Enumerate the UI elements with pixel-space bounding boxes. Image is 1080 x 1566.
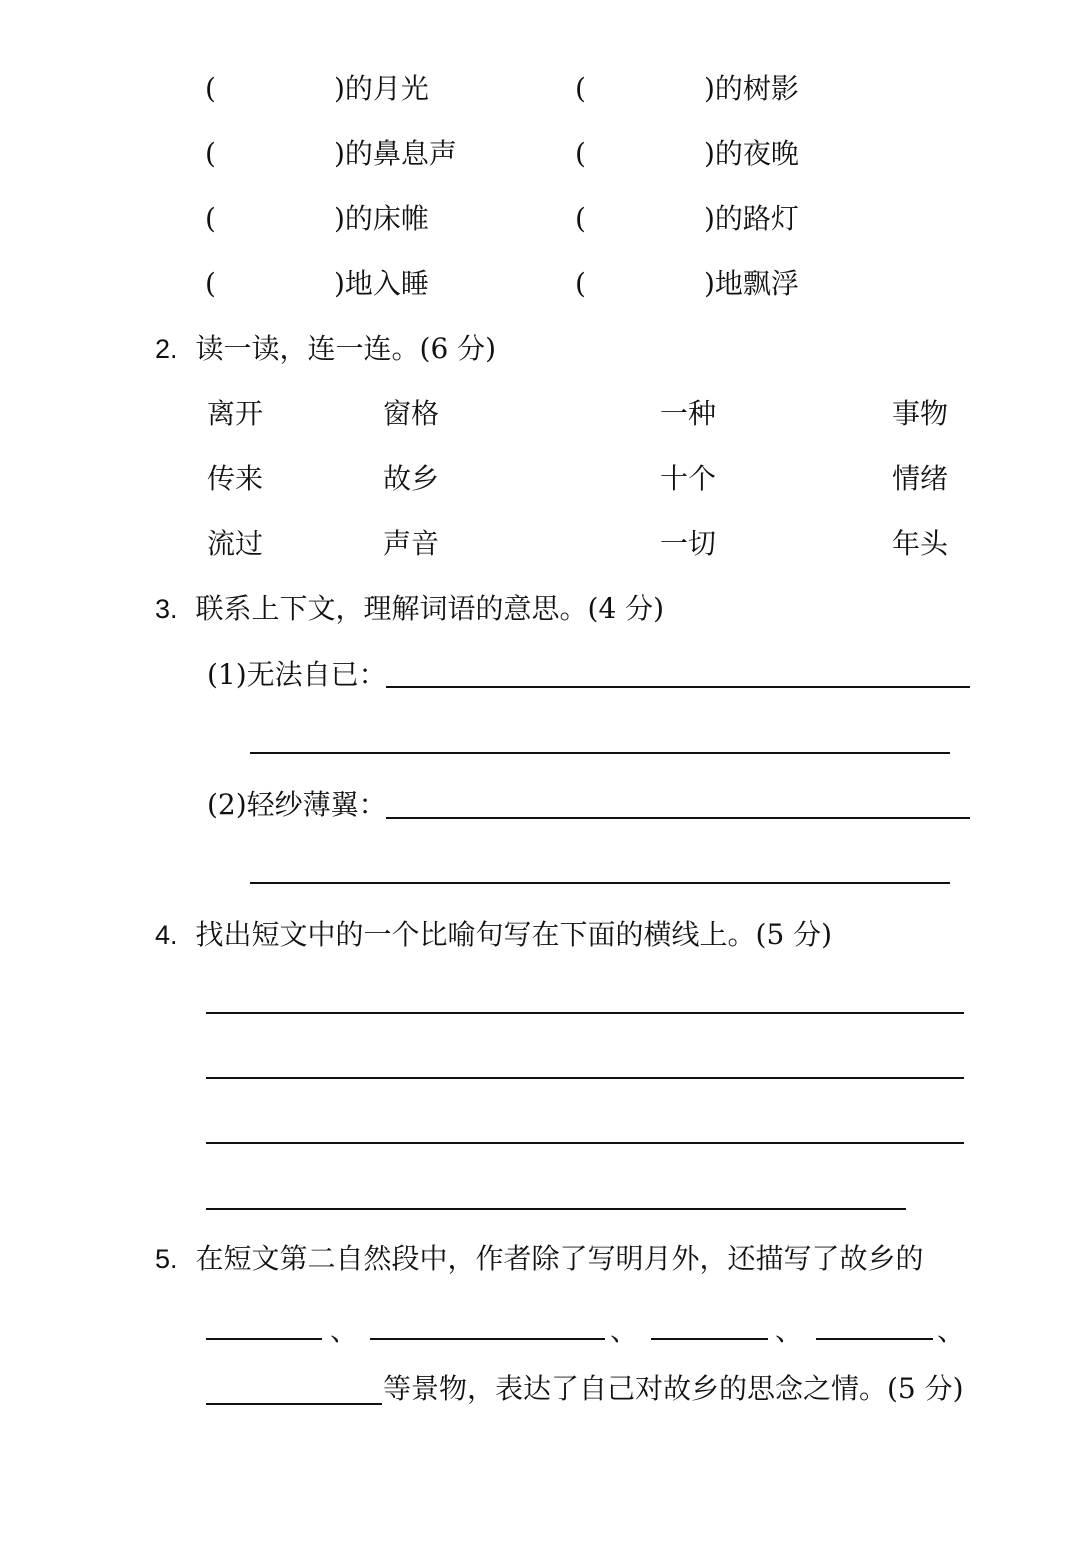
answer-line[interactable]: [386, 686, 970, 688]
blank-phrase: [575, 267, 799, 301]
answer-blank[interactable]: [370, 1338, 605, 1340]
question-2: [155, 332, 496, 366]
answer-line[interactable]: [206, 1012, 964, 1014]
phrase-suffix: )的树影: [703, 72, 799, 105]
question-text: 找出短文中的一个比喻句写在下面的横线上。(5 分): [195, 918, 833, 951]
match-word[interactable]: 流过: [207, 527, 264, 560]
blank-phrase: [205, 72, 429, 106]
open-paren: (: [205, 137, 216, 170]
question-5: [155, 1242, 924, 1276]
open-paren: (: [575, 72, 586, 105]
match-word[interactable]: 一切: [660, 527, 717, 560]
enumeration-comma: 、: [937, 1314, 966, 1347]
match-word[interactable]: 十个: [660, 462, 717, 495]
blank-phrase: [205, 202, 429, 236]
match-word[interactable]: 窗格: [383, 397, 440, 430]
answer-blank[interactable]: [651, 1338, 768, 1340]
question-text: 在短文第二自然段中，作者除了写明月外，还描写了故乡的: [195, 1242, 924, 1275]
phrase-suffix: )地飘浮: [703, 267, 799, 300]
match-word[interactable]: 情绪: [892, 462, 949, 495]
answer-blank[interactable]: [206, 1338, 322, 1340]
answer-line[interactable]: [250, 752, 950, 754]
open-paren: (: [575, 267, 586, 300]
enumeration-comma: 、: [775, 1314, 804, 1347]
question-number: 2.: [155, 334, 178, 364]
open-paren: (: [575, 202, 586, 235]
answer-line[interactable]: [250, 882, 950, 884]
phrase-suffix: )的夜晚: [703, 137, 799, 170]
enumeration-comma: 、: [610, 1314, 639, 1347]
answer-line[interactable]: [386, 817, 970, 819]
match-word[interactable]: 传来: [207, 462, 264, 495]
match-word[interactable]: 离开: [207, 397, 264, 430]
blank-phrase: [575, 137, 799, 171]
match-word[interactable]: 年头: [892, 527, 949, 560]
answer-blank[interactable]: [206, 1403, 382, 1405]
match-word[interactable]: 声音: [383, 527, 440, 560]
question-number: 3.: [155, 594, 178, 624]
answer-line[interactable]: [206, 1077, 964, 1079]
question-text: 联系上下文，理解词语的意思。(4 分): [195, 592, 665, 625]
phrase-suffix: )地入睡: [333, 267, 429, 300]
q3-item-2-label: (2)轻纱薄翼：: [207, 788, 387, 821]
answer-line[interactable]: [206, 1208, 906, 1210]
open-paren: (: [575, 137, 586, 170]
match-word[interactable]: 事物: [892, 397, 949, 430]
open-paren: (: [205, 267, 216, 300]
q5-tail-text: 等景物，表达了自己对故乡的思念之情。(5 分): [383, 1372, 964, 1405]
blank-phrase: [205, 267, 429, 301]
question-text: 读一读，连一连。(6 分): [195, 332, 497, 365]
phrase-suffix: )的月光: [333, 72, 429, 105]
blank-phrase: [575, 202, 799, 236]
q3-item-1-label: (1)无法自已：: [207, 658, 387, 691]
open-paren: (: [205, 202, 216, 235]
blank-phrase: [575, 72, 799, 106]
question-3: [155, 592, 664, 626]
phrase-suffix: )的床帷: [333, 202, 429, 235]
match-word[interactable]: 故乡: [383, 462, 440, 495]
blank-phrase: [205, 137, 457, 171]
question-4: [155, 918, 832, 952]
question-number: 5.: [155, 1244, 178, 1274]
enumeration-comma: 、: [330, 1314, 359, 1347]
phrase-suffix: )的路灯: [703, 202, 799, 235]
phrase-suffix: )的鼻息声: [333, 137, 457, 170]
answer-line[interactable]: [206, 1142, 964, 1144]
open-paren: (: [205, 72, 216, 105]
answer-blank[interactable]: [816, 1338, 933, 1340]
match-word[interactable]: 一种: [660, 397, 717, 430]
question-number: 4.: [155, 920, 178, 950]
